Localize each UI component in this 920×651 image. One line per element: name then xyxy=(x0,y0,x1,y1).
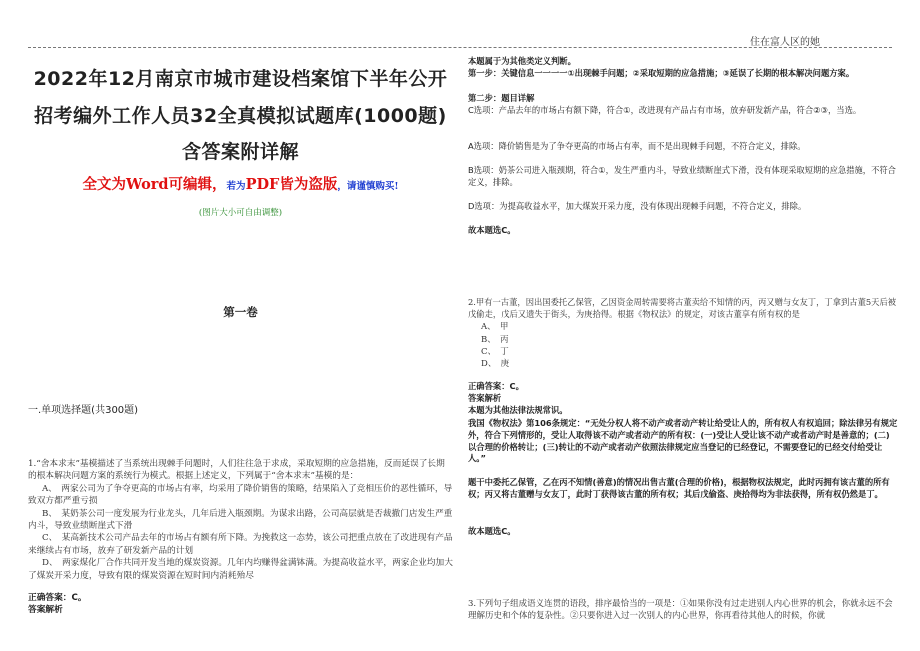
q1-analysis-option-a: A选项：降价销售是为了争夺更高的市场占有率，而不是出现棘手问题，不符合定义，排除。 xyxy=(468,141,806,151)
question-2-correct-answer: 正确答案：C。 xyxy=(468,381,524,391)
q1-analysis-step1: 第一步：关键信息一一一一①出现棘手问题；②采取短期的应急措施；③延误了长期的根本解决问题方案。 xyxy=(468,68,855,78)
q1-conclusion: 故本题选C。 xyxy=(468,225,516,235)
question-1-option-d: D、 两家煤化厂合作共同开发当地的煤炭资源。几年内均赚得盆满钵满。为提高收益水平，两家企业均加大了煤炭开采力度，导致有限的煤炭资源在短时间内消耗殆尽 xyxy=(28,558,453,581)
question-2-stem: 2.甲有一古董，因出国委托乙保管，乙因资金周转需要将古董卖给不知情的丙，丙又赠与女友丁，丁拿到古董5天后被戊偷走，戊后又遗失于街头，为庚拾得。根据《物权法》的规定，对该古董享有所有权的是 xyxy=(468,297,897,319)
question-2-option-b: B、 丙 xyxy=(481,335,509,345)
q1-analysis-type: 本题属于为其他类定义判断。 xyxy=(468,56,576,66)
question-1 xyxy=(28,458,453,582)
question-1-option-a: A、 两家公司为了争夺更高的市场占有率，均采用了降价销售的策略，结果陷入了竞相压价的恶性循环，导致双方都严重亏损 xyxy=(28,483,453,507)
q1-analysis-step2: 第二步：题目详解 xyxy=(468,93,535,103)
question-2-knowledge-type: 本题为其他法律法规常识。 xyxy=(468,405,568,415)
question-2-explanation: 题干中委托乙保管，乙在丙不知情(善意)的情况出售古董(合理的价格)，根据物权法规定，此时丙拥有该古董的所有权；丙又将古董赠与女友丁，此时丁获得该古董的所有权；其后戊偷盗、庚拾得均为非法获得，所有权仍然是丁。 xyxy=(468,477,890,499)
promo-red-2: PDF皆为盗版 xyxy=(245,176,338,193)
question-2-option-c: C、 丁 xyxy=(481,347,509,357)
promo-blue-1: 若为 xyxy=(226,181,246,192)
right-column xyxy=(468,0,898,651)
question-2-analysis-label: 答案解析 xyxy=(468,393,502,403)
question-3-stem: 3.下列句子组成语义连贯的语段，排序最恰当的一项是：①如果你没有过走进别人内心世界的机会，你就永远不会理解历史和个体的复杂性。②只要你进入过一次别人的内心世界，你再看待其他人的时候，你就 xyxy=(468,599,893,621)
left-column xyxy=(28,0,453,651)
promo-blue-2: ，请谨慎购买! xyxy=(337,181,399,192)
header-username: 住在富人区的她 xyxy=(750,37,820,48)
page-title-line-3: 含答案附详解 xyxy=(181,141,299,163)
promo-line xyxy=(28,173,453,194)
image-size-note: (图片大小可自由调整) xyxy=(198,208,283,218)
page-title-line-1: 2022年12月南京市城市建设档案馆下半年公开 xyxy=(33,68,448,90)
question-1-stem: 1.“舍本求末”基模描述了当系统出现棘手问题时，人们往往急于求成，采取短期的应急措施，反而延误了长期的根本解决问题方案的系统行为模式。根据上述定义，下列属于“舍本求末”基模的是： xyxy=(28,459,445,482)
q1-analysis-option-b: B选项：奶茶公司进入瓶颈期，符合①，发生严重内斗，导致业绩断崖式下滑，没有体现采取短期的应急措施，不符合定义，排除。 xyxy=(468,165,896,187)
question-1-analysis-label: 答案解析 xyxy=(28,605,63,615)
page-title-line-2: 招考编外工作人员32全真模拟试题库(1000题) xyxy=(34,105,447,127)
q1-analysis-option-d: D选项：为提高收益水平，加大煤炭开采力度，没有体现出现棘手问题，不符合定义，排除。 xyxy=(468,201,807,211)
question-1-correct-answer: 正确答案：C。 xyxy=(28,593,87,603)
question-2-option-d: D、 庚 xyxy=(481,359,510,369)
question-2-law-quote: 我国《物权法》第106条规定：“无处分权人将不动产或者动产转让给受让人的，所有权人有权追回；除法律另有规定外，符合下列情形的，受让人取得该不动产或者动产的所有权：(一)受让人受让该不动产或者动产时是善意的；(二)以合理的价格转让；(三)转让的不动产或者动产依照法律规定应当登记的已经登记，不需要登记的已经交付给受让人。” xyxy=(468,418,898,464)
question-2-option-a: A、 甲 xyxy=(481,322,509,332)
q1-analysis-option-c: C选项：产品去年的市场占有额下降，符合①，改进现有产品占有市场，放弃研发新产品，符合②③，当选。 xyxy=(468,105,862,115)
section-heading: 一.单项选择题(共300题) xyxy=(28,405,139,416)
question-1-option-c: C、 某高新技术公司产品去年的市场占有额有所下降。为挽救这一态势，该公司把重点放在了改进现有产品来继续占有市场，放弃了研发新产品的计划 xyxy=(28,533,453,556)
volume-heading: 第一卷 xyxy=(223,305,258,319)
question-1-option-b: B、 某奶茶公司一度发展为行业龙头，几年后进入瓶颈期。为谋求出路，公司高层就是否裁撤门店发生严重内斗，导致业绩断崖式下滑 xyxy=(28,508,453,532)
question-2-conclusion: 故本题选C。 xyxy=(468,526,516,536)
promo-red-1: 全文为Word可编辑， xyxy=(82,176,227,193)
